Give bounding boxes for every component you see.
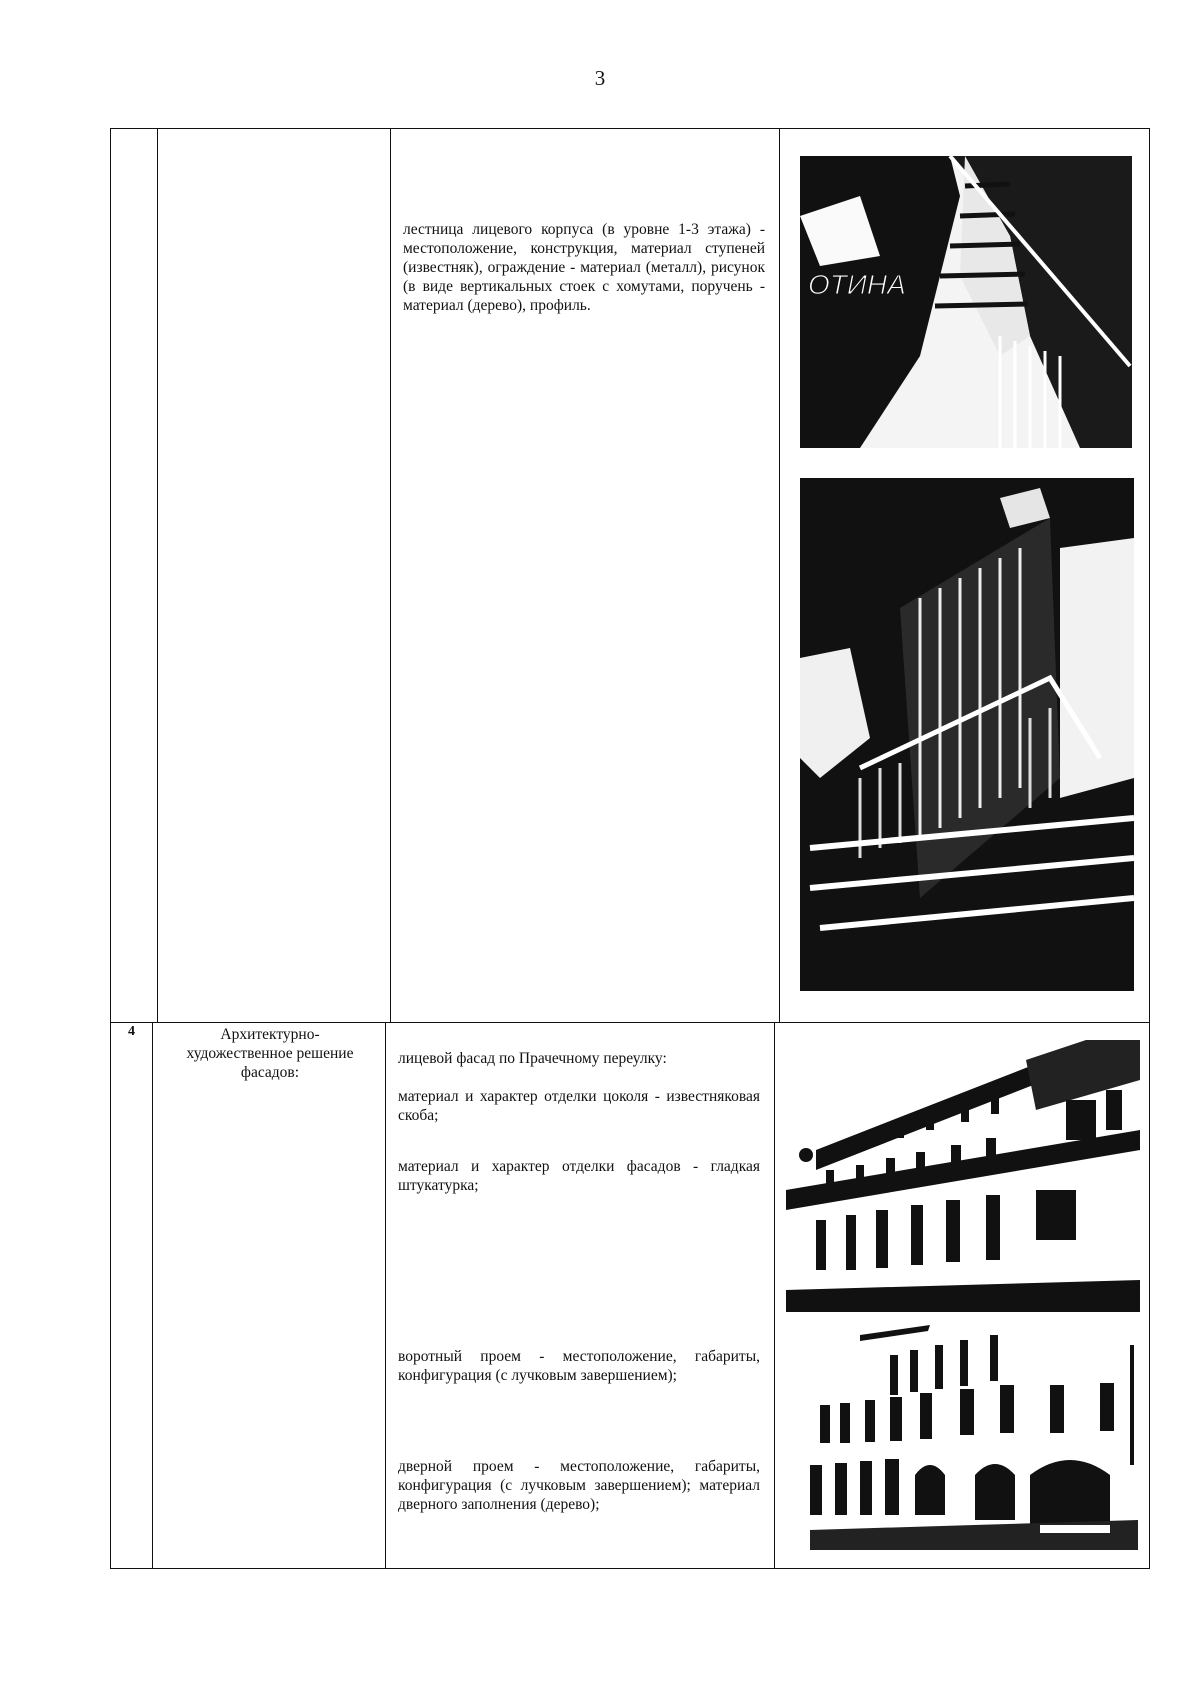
column-divider — [157, 128, 158, 1022]
row-divider — [110, 1022, 1150, 1023]
paragraph: дверной проем - местоположение, габариты, конфигурация (с лучковым завершением); материал дверного заполнения (дерево); — [398, 1458, 760, 1513]
staircase-photo — [800, 478, 1134, 991]
graffiti-text: ОТИНА — [808, 269, 906, 300]
column-divider — [385, 1022, 386, 1569]
paragraph: материал и характер отделки цоколя - известняковая скоба; — [398, 1088, 760, 1124]
paragraph: лицевой фасад по Прачечному переулку: — [398, 1050, 667, 1067]
page-number: 3 — [594, 66, 606, 90]
paragraph: воротный проем - местоположение, габариты, конфигурация (с лучковым завершением); — [398, 1348, 760, 1384]
row-title: Архитектурно-художественное решение фасадов: — [186, 1026, 354, 1081]
facade-photo — [786, 1040, 1140, 1312]
row-number: 4 — [128, 1024, 135, 1039]
column-divider — [779, 128, 780, 1022]
column-divider — [774, 1022, 775, 1569]
column-divider — [152, 1022, 153, 1569]
facade-photo — [810, 1325, 1138, 1550]
staircase-photo — [800, 156, 1132, 448]
paragraph: материал и характер отделки фасадов - гладкая штукатурка; — [398, 1158, 760, 1194]
column-divider — [390, 128, 391, 1022]
row-text: лестница лицевого корпуса (в уровне 1-3 этажа) - местоположение, конструкция, материал ступеней (известняк), ограждение - материал (металл), рисунок (в виде вертикальных стоек с хомутами, поручень - материал (дерево), профиль. — [403, 221, 765, 314]
